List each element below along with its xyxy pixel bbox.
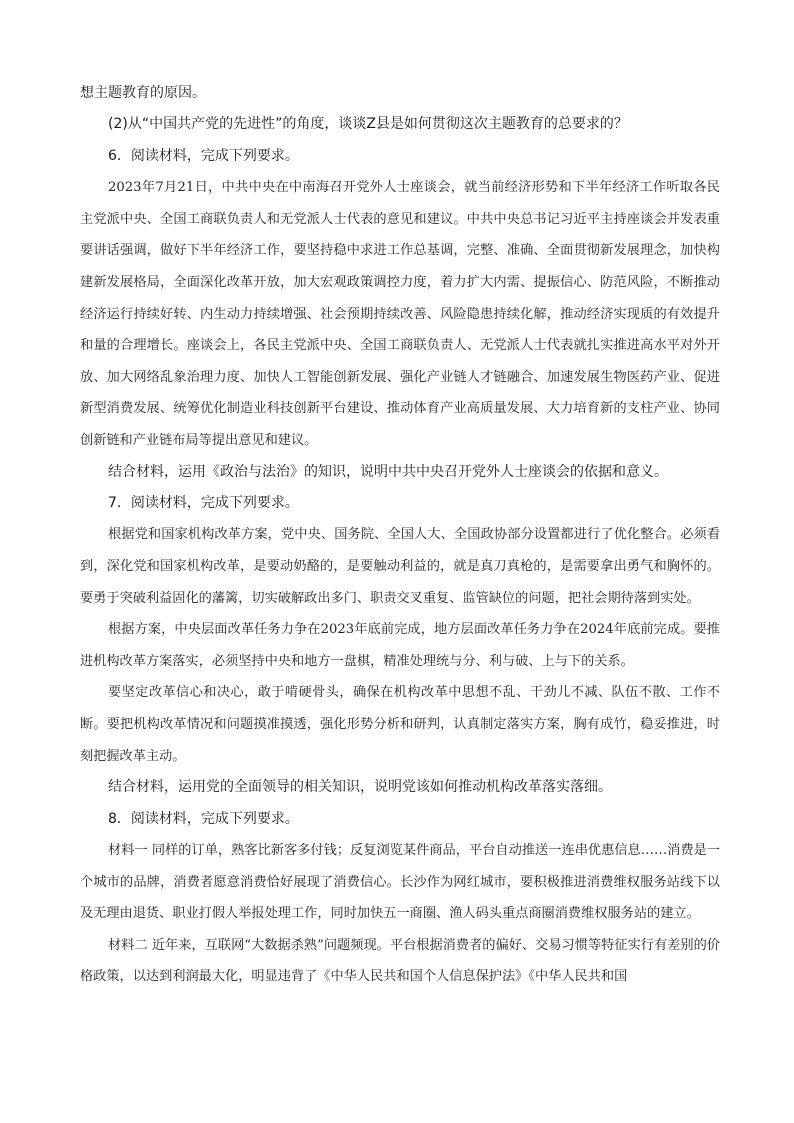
document-page bbox=[80, 78, 720, 993]
material-7-paragraph-3: 要坚定改革信心和决心，敢于啃硬骨头，确保在机构改革中思想不乱、干劲儿不减、队伍不散、工作不断。要把机构改革情况和问题摸准摸透，强化形势分析和研判，认真制定落实方案，胸有成竹，稳妥推进，时刻把握改革主动。 bbox=[80, 685, 720, 764]
question-6-prompt: 结合材料，运用《政治与法治》的知识，说明中共中央召开党外人士座谈会的依据和意义。 bbox=[108, 463, 668, 480]
question-7-prompt: 结合材料，运用党的全面领导的相关知识，说明党该如何推动机构改革落实落细。 bbox=[108, 779, 612, 796]
question-7-heading: 7．阅读材料，完成下列要求。 bbox=[108, 494, 299, 511]
material-8-part-2: 材料二 近年来，互联网“大数据杀熟”问题频现。平台根据消费者的偏好、交易习惯等特征实行有差别的价格政策，以达到利润最大化，明显违背了《中华人民共和国个人信息保护法》《中华人民共和国 bbox=[80, 937, 720, 985]
question-8-heading: 8．阅读材料，完成下列要求。 bbox=[108, 810, 299, 827]
question-5-2: (2)从“中国共产党的先进性”的角度，谈谈Z县是如何贯彻这次主题教育的总要求的？ bbox=[108, 116, 628, 133]
material-8-part-1: 材料一 同样的订单，熟客比新客多付钱；反复浏览某件商品，平台自动推送一连串优惠信息……消费是一个城市的品牌，消费者愿意消费恰好展现了消费信心。长沙作为网红城市，要积极推进消费维权服务站线下以及无理由退货、职业打假人举报处理工作，同时加快五一商圈、渔人码头重点商圈消费维权服务站的建立。 bbox=[80, 842, 720, 922]
material-7-paragraph-2: 根据方案，中央层面改革任务力争在2023年底前完成，地方层面改革任务力争在2024年底前完成。要推进机构改革方案落实，必须坚持中央和地方一盘棋，精准处理统与分、利与破、上与下的关系。 bbox=[80, 622, 720, 669]
paragraph-question-tail: 想主题教育的原因。 bbox=[80, 85, 206, 101]
material-6: 2023年7月21日，中共中央在中南海召开党外人士座谈会，就当前经济形势和下半年经济工作听取各民主党派中央、全国工商联负责人和无党派人士代表的意见和建议。中共中央总书记习近平主持座谈会并发表重要讲话强调，做好下半年经济工作，要坚持稳中求进工作总基调，完整、准确、全面贯彻新发展理念，加快构建新发展格局，全面深化改革开放，加大宏观政策调控力度，着力扩大内需、提振信心、防范风险，不断推动经济运行持续好转、内生动力持续增强、社会预期持续改善、风险隐患持续化解，推动经济实现质的有效提升和量的合理增长。座谈会上，各民主党派中央、全国工商联负责人、无党派人士代表就扎实推进高水平对外开放、加大网络乱象治理力度、加快人工智能创新发展、强化产业链人才链融合、加速发展生物医药产业、促进新型消费发展、统筹优化制造业科技创新平台建设、推动体育产业高质量发展、大力培育新的支柱产业、协同创新链和产业链布局等提出意见和建议。 bbox=[80, 180, 720, 448]
question-6-heading: 6．阅读材料，完成下列要求。 bbox=[108, 147, 299, 164]
material-7-paragraph-1: 根据党和国家机构改革方案，党中央、国务院、全国人大、全国政协部分设置都进行了优化整合。必须看到，深化党和国家机构改革，是要动奶酪的，是要触动利益的，就是真刀真枪的，是需要拿出勇气和胸怀的。要勇于突破利益固化的藩篱，切实破解政出多门、职责交叉重复、监管缺位的问题，把社会期待落到实处。 bbox=[80, 527, 720, 606]
